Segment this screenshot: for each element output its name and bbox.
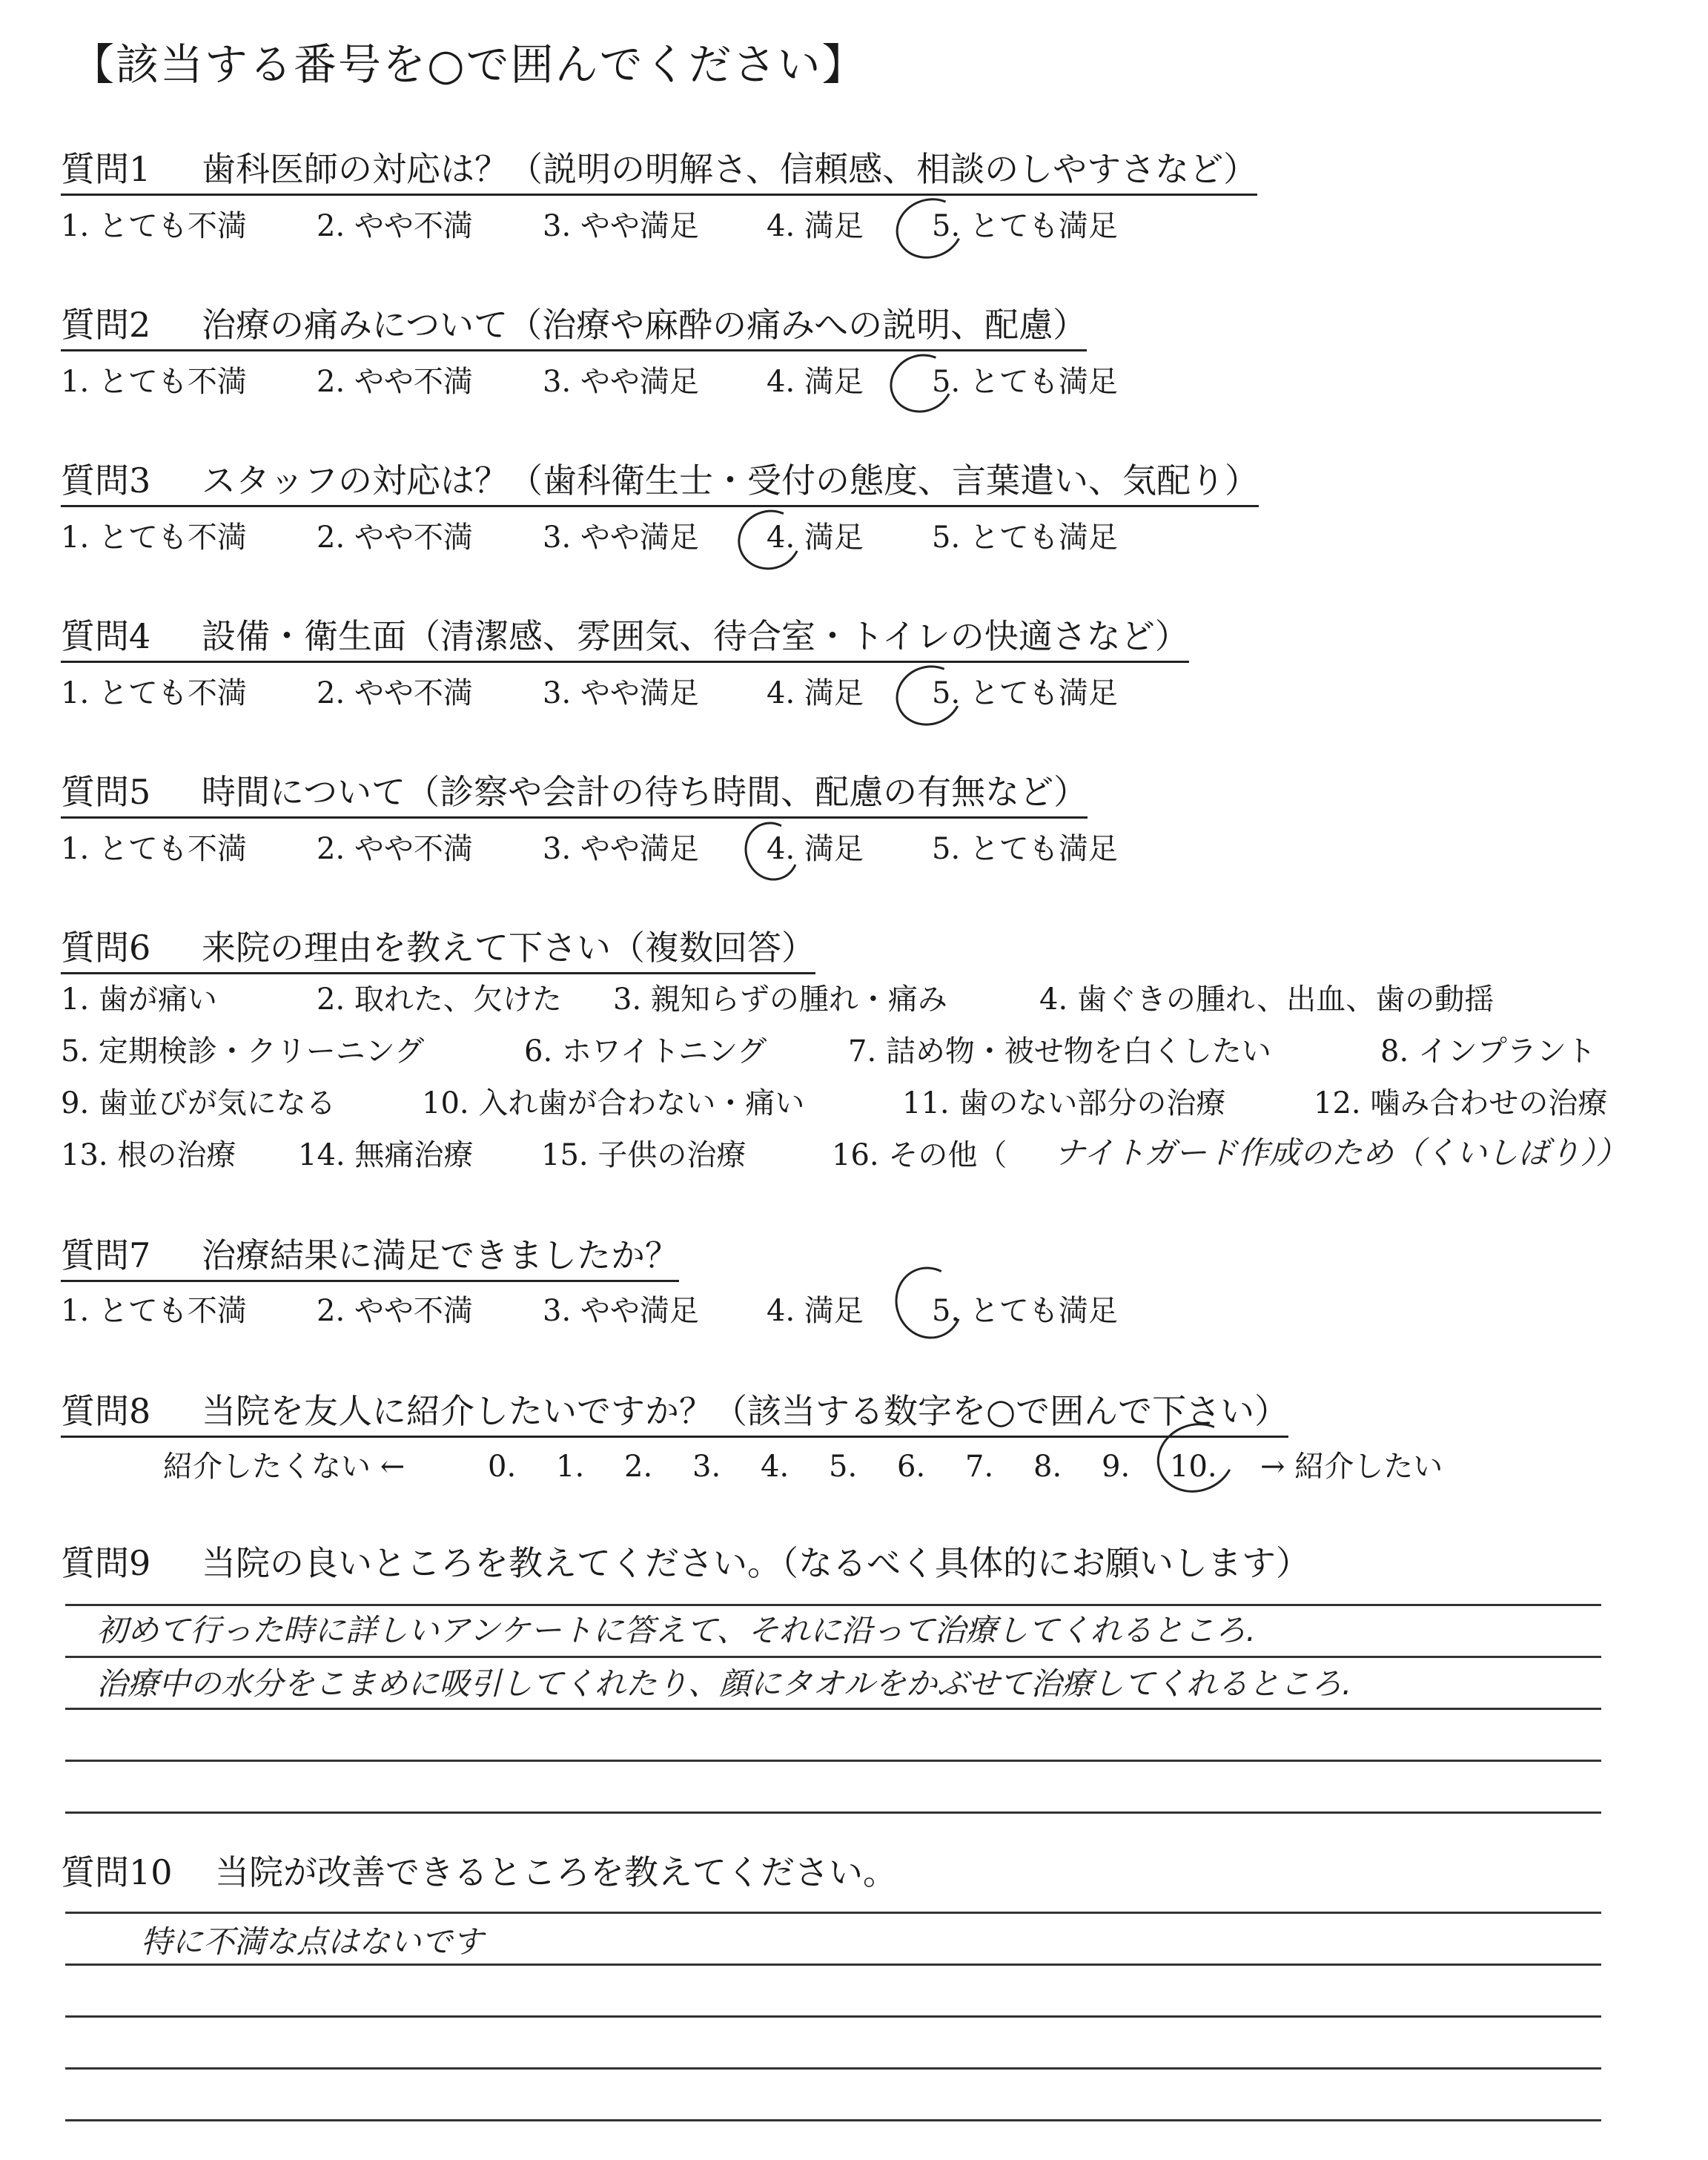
question-3-heading [61,460,1259,507]
scale-value-2[interactable]: 2. [624,1450,653,1484]
option-4[interactable]: 4. 満足 [767,365,864,399]
question-text: スタッフの対応は？（歯科衛生士・受付の態度、言葉遣い、気配り） [202,460,1259,501]
option-3[interactable]: 3. やや満足 [543,676,699,710]
question-4-heading [61,616,1189,663]
reason-item[interactable]: 10. 入れ歯が合わない・痛い [422,1086,805,1120]
answer-line [65,1760,1601,1762]
question-text: 設備・衛生面（清潔感、雰囲気、待合室・トイレの快適さなど） [202,616,1189,656]
selection-circle [885,1258,973,1349]
reason-item[interactable]: 5. 定期検診・クリーニング [61,1034,425,1069]
question-text: 当院を友人に紹介したいですか？（該当する数字を○で囲んで下さい） [202,1391,1289,1431]
answer-line [65,1912,1601,1914]
page-title: 【該当する番号を○で囲んでください】 [71,39,867,90]
reason-item[interactable]: 12. 噛み合わせの治療 [1314,1086,1608,1120]
reason-item[interactable]: 8. インプラント [1380,1034,1596,1069]
scale-value-1[interactable]: 1. [556,1450,585,1484]
question-text: 治療の痛みについて（治療や麻酔の痛みへの説明、配慮） [202,305,1088,345]
scale-value-7[interactable]: 7. [965,1450,994,1484]
reason-item[interactable]: 7. 詰め物・被せ物を白くしたい [848,1034,1271,1069]
q9-answer-line-2: 治療中の水分をこまめに吸引してくれたり、顔にタオルをかぶせて治療してくれるところ. [96,1665,1352,1702]
option-3[interactable]: 3. やや満足 [543,365,699,399]
question-9-heading [61,1543,1310,1588]
reason-item[interactable]: 16. その他（ [832,1138,1007,1172]
reason-item[interactable]: 1. 歯が痛い [61,982,217,1017]
reason-item[interactable]: 9. 歯並びが気になる [61,1086,336,1120]
question-number: 質問2 [61,305,151,345]
option-5[interactable]: 5. とても満足 [932,676,1118,710]
question-number: 質問7 [61,1235,151,1275]
option-4[interactable]: 4. 満足 [767,676,864,710]
option-2[interactable]: 2. やや不満 [317,521,473,555]
question-text: 歯科医師の対応は？（説明の明解さ、信頼感、相談のしやすさなど） [202,149,1258,189]
answer-line [65,2067,1601,2070]
question-10-heading [61,1852,897,1897]
other-reason-handwritten: ナイトガード作成のため（くいしばり）） [1054,1135,1627,1171]
scale-value-0[interactable]: 0. [488,1450,517,1484]
selection-circle [887,656,970,735]
option-4[interactable]: 4. 満足 [767,521,864,555]
question-number: 質問8 [61,1391,151,1431]
selection-circle [729,501,810,579]
answer-line [65,1708,1601,1710]
option-5[interactable]: 5. とても満足 [932,521,1118,555]
scale-value-10[interactable]: 10. [1170,1450,1217,1484]
reason-item[interactable]: 6. ホワイトニング [524,1034,767,1069]
option-3[interactable]: 3. やや満足 [543,1294,699,1328]
q9-answer-line-1: 初めて行った時に詳しいアンケートに答えて、それに沿って治療してくれるところ. [96,1612,1256,1648]
reason-item[interactable]: 2. 取れた、欠けた [317,982,562,1017]
question-2-heading [61,305,1088,351]
scale-value-4[interactable]: 4. [761,1450,790,1484]
option-1[interactable]: 1. とても不満 [61,832,247,866]
question-number: 質問1 [61,149,151,189]
question-6-heading [61,928,815,974]
answer-line [65,1811,1601,1814]
selection-circle [887,189,972,268]
question-8-heading [61,1391,1289,1438]
question-number: 質問4 [61,616,151,656]
question-number: 質問9 [61,1543,151,1583]
q10-answer-line-1: 特に不満な点はないです [141,1923,484,1960]
option-4[interactable]: 4. 満足 [767,209,864,243]
answer-line [65,1964,1601,1966]
reason-item[interactable]: 4. 歯ぐきの腫れ、出血、歯の動揺 [1039,982,1494,1017]
selection-circle [881,346,961,422]
scale-left-label: 紹介したくない ← [163,1450,406,1484]
option-1[interactable]: 1. とても不満 [61,676,247,710]
answer-line [65,1604,1601,1606]
answer-line [65,2119,1601,2121]
question-text: 来院の理由を教えて下さい（複数回答） [202,928,815,968]
question-text: 当院が改善できるところを教えてください。 [215,1852,897,1892]
selection-circle [736,814,807,888]
question-number: 質問6 [61,928,151,968]
option-5[interactable]: 5. とても満足 [932,365,1118,399]
scale-value-6[interactable]: 6. [897,1450,926,1484]
reason-item[interactable]: 11. 歯のない部分の治療 [902,1086,1226,1120]
question-number: 質問5 [61,772,151,812]
scale-right-label: → 紹介したい [1260,1450,1443,1484]
option-5[interactable]: 5. とても満足 [932,1294,1118,1328]
question-text: 治療結果に満足できましたか？ [202,1235,679,1275]
question-number: 質問10 [61,1852,173,1892]
answer-line [65,2015,1601,2018]
scale-value-3[interactable]: 3. [692,1450,721,1484]
scale-value-8[interactable]: 8. [1033,1450,1062,1484]
answer-line [65,1656,1601,1658]
option-3[interactable]: 3. やや満足 [543,209,699,243]
option-4[interactable]: 4. 満足 [767,832,864,866]
question-5-heading [61,772,1088,819]
reason-item[interactable]: 14. 無痛治療 [298,1138,474,1172]
scale-value-5[interactable]: 5. [829,1450,858,1484]
question-7-heading [61,1235,679,1282]
reason-item[interactable]: 15. 子供の治療 [541,1138,747,1172]
option-1[interactable]: 1. とても不満 [61,365,247,399]
option-1[interactable]: 1. とても不満 [61,209,247,243]
option-2[interactable]: 2. やや不満 [317,365,473,399]
question-1-heading [61,149,1258,196]
reason-item[interactable]: 3. 親知らずの腫れ・痛み [613,982,947,1017]
question-text: 当院の良いところを教えてください。（なるべく具体的にお願いします） [202,1543,1310,1583]
option-2[interactable]: 2. やや不満 [317,676,473,710]
option-5[interactable]: 5. とても満足 [932,209,1118,243]
reason-item[interactable]: 13. 根の治療 [61,1138,236,1172]
option-1[interactable]: 1. とても不満 [61,1294,247,1328]
scale-value-9[interactable]: 9. [1102,1450,1131,1484]
option-2[interactable]: 2. やや不満 [317,209,473,243]
question-text: 時間について（診察や会計の待ち時間、配慮の有無など） [202,772,1088,812]
question-number: 質問3 [61,460,151,501]
option-1[interactable]: 1. とても不満 [61,521,247,555]
option-4[interactable]: 4. 満足 [767,1294,864,1328]
option-5[interactable]: 5. とても満足 [932,832,1118,866]
option-3[interactable]: 3. やや満足 [543,832,699,866]
option-2[interactable]: 2. やや不満 [317,1294,473,1328]
option-3[interactable]: 3. やや満足 [543,521,699,555]
option-2[interactable]: 2. やや不満 [317,832,473,866]
